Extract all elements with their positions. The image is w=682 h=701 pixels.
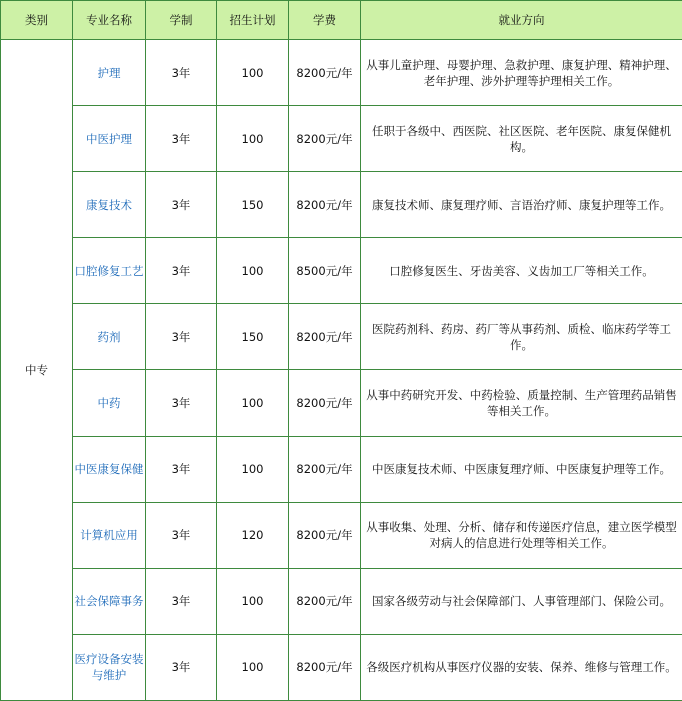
header-career: 就业方向 — [361, 1, 682, 40]
career-cell: 从事儿童护理、母婴护理、急救护理、康复护理、精神护理、老年护理、涉外护理等护理相关工作。 — [361, 40, 682, 106]
major-link[interactable]: 社会保障事务 — [73, 568, 146, 634]
major-link[interactable]: 医疗设备安装与维护 — [73, 634, 146, 700]
career-cell: 医院药剂科、药房、药厂等从事药剂、质检、临床药学等工作。 — [361, 304, 682, 370]
duration-cell: 3年 — [146, 304, 217, 370]
major-link[interactable]: 口腔修复工艺 — [73, 238, 146, 304]
duration-cell: 3年 — [146, 568, 217, 634]
table-row — [1, 436, 682, 502]
enrollment-cell: 120 — [217, 502, 289, 568]
career-cell: 国家各级劳动与社会保障部门、人事管理部门、保险公司。 — [361, 568, 682, 634]
major-link[interactable]: 中医护理 — [73, 106, 146, 172]
tuition-cell: 8200元/年 — [289, 502, 361, 568]
tuition-cell: 8200元/年 — [289, 172, 361, 238]
header-major: 专业名称 — [73, 1, 146, 40]
header-duration: 学制 — [146, 1, 217, 40]
major-link[interactable]: 药剂 — [73, 304, 146, 370]
table-row — [1, 568, 682, 634]
enrollment-cell: 100 — [217, 568, 289, 634]
table-row — [1, 106, 682, 172]
header-tuition: 学费 — [289, 1, 361, 40]
career-cell: 口腔修复医生、牙齿美容、义齿加工厂等相关工作。 — [361, 238, 682, 304]
duration-cell: 3年 — [146, 172, 217, 238]
tuition-cell: 8200元/年 — [289, 40, 361, 106]
major-link[interactable]: 康复技术 — [73, 172, 146, 238]
tuition-cell: 8200元/年 — [289, 370, 361, 436]
header-row — [1, 1, 682, 40]
enrollment-cell: 100 — [217, 40, 289, 106]
header-enrollment: 招生计划 — [217, 1, 289, 40]
enrollment-cell: 150 — [217, 304, 289, 370]
duration-cell: 3年 — [146, 106, 217, 172]
table-row — [1, 634, 682, 700]
tuition-cell: 8200元/年 — [289, 568, 361, 634]
major-link[interactable]: 计算机应用 — [73, 502, 146, 568]
enrollment-cell: 100 — [217, 370, 289, 436]
career-cell: 任职于各级中、西医院、社区医院、老年医院、康复保健机构。 — [361, 106, 682, 172]
major-link[interactable]: 护理 — [73, 40, 146, 106]
enrollment-cell: 100 — [217, 436, 289, 502]
enrollment-cell: 150 — [217, 172, 289, 238]
duration-cell: 3年 — [146, 40, 217, 106]
duration-cell: 3年 — [146, 370, 217, 436]
tuition-cell: 8200元/年 — [289, 634, 361, 700]
career-cell: 康复技术师、康复理疗师、言语治疗师、康复护理等工作。 — [361, 172, 682, 238]
enrollment-cell: 100 — [217, 634, 289, 700]
tuition-cell: 8200元/年 — [289, 436, 361, 502]
duration-cell: 3年 — [146, 238, 217, 304]
duration-cell: 3年 — [146, 634, 217, 700]
tuition-cell: 8200元/年 — [289, 106, 361, 172]
career-cell: 从事中药研究开发、中药检验、质量控制、生产管理药品销售等相关工作。 — [361, 370, 682, 436]
enrollment-cell: 100 — [217, 238, 289, 304]
duration-cell: 3年 — [146, 436, 217, 502]
table-row — [1, 502, 682, 568]
table-row — [1, 238, 682, 304]
career-cell: 中医康复技术师、中医康复理疗师、中医康复护理等工作。 — [361, 436, 682, 502]
table-row — [1, 304, 682, 370]
major-link[interactable]: 中医康复保健 — [73, 436, 146, 502]
table-row — [1, 40, 682, 106]
tuition-cell: 8500元/年 — [289, 238, 361, 304]
career-cell: 各级医疗机构从事医疗仪器的安装、保养、维修与管理工作。 — [361, 634, 682, 700]
category-cell: 中专 — [1, 40, 73, 701]
table-row — [1, 370, 682, 436]
career-cell: 从事收集、处理、分析、储存和传递医疗信息，建立医学模型对病人的信息进行处理等相关工作。 — [361, 502, 682, 568]
major-link[interactable]: 中药 — [73, 370, 146, 436]
enrollment-cell: 100 — [217, 106, 289, 172]
tuition-cell: 8200元/年 — [289, 304, 361, 370]
duration-cell: 3年 — [146, 502, 217, 568]
table-row — [1, 172, 682, 238]
header-category: 类别 — [1, 1, 73, 40]
